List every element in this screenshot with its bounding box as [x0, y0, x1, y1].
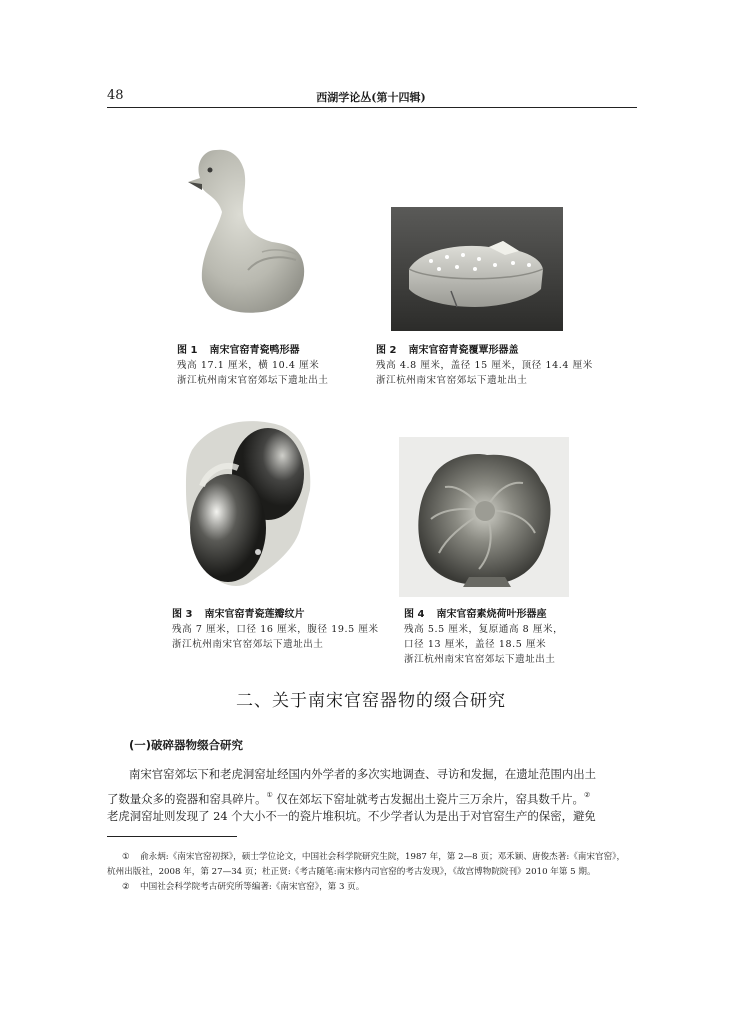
- figure-4-title-row: [404, 607, 563, 622]
- body-paragraph: [107, 764, 637, 827]
- figure-4-label: 图 4: [404, 609, 425, 620]
- figure-1-photo: [178, 132, 311, 322]
- figure-4-photo: [399, 437, 569, 597]
- body-line-1: 南宋官窑郊坛下和老虎洞窑址经国内外学者的多次实地调查、寻访和发掘，在遗址范围内出土: [129, 767, 597, 781]
- figure-4-dimensions-cont: 口径 13 厘米，盖径 18.5 厘米: [404, 639, 547, 650]
- footnote-1-mark: ①: [122, 852, 130, 862]
- figure-3-title-row: [172, 607, 379, 622]
- figure-3-dimensions: 残高 7 厘米，口径 16 厘米，腹径 19.5 厘米: [172, 624, 379, 635]
- sub-heading: (一)破碎器物缀合研究: [129, 738, 244, 752]
- figure-2-title: 南宋官窑青瓷覆覃形器盖: [408, 345, 519, 356]
- figure-3-photo: [172, 410, 316, 598]
- header-rule: [107, 107, 637, 108]
- figure-3-label: 图 3: [172, 609, 193, 620]
- footnote-rule: [107, 836, 237, 837]
- page-header: [107, 88, 635, 106]
- footnote-2: ② 中国社会科学院考古研究所等编著:《南宋官窑》，第 3 页。: [122, 880, 642, 895]
- figure-2-caption: [376, 343, 593, 388]
- figure-4-caption: [404, 607, 563, 667]
- footnotes: [107, 850, 642, 895]
- footnote-1-cont: 杭州出版社，2008 年，第 27—34 页；杜正贤:《考古随笔:南宋修内司官窑的考古发现》，《故宫博物院院刊》2010 年第 5 期。: [107, 867, 596, 877]
- figure-1-dimensions: 残高 17.1 厘米，横 10.4 厘米: [177, 360, 320, 371]
- footnote-2-mark: ②: [122, 882, 130, 892]
- figure-2-photo: [391, 207, 563, 331]
- figure-2-title-row: [376, 343, 593, 358]
- figure-2-label: 图 2: [376, 345, 397, 356]
- figure-4-provenance: 浙江杭州南宋官窑郊坛下遗址出土: [404, 654, 556, 665]
- running-title: 西湖学论丛(第十四辑): [316, 91, 426, 104]
- figure-1-label: 图 1: [177, 345, 198, 356]
- footnote-1: ① 俞永炳:《南宋官窑初探》，硕士学位论文，中国社会科学院研究生院，1987 年，第 2—8 页；邓禾颖、唐俊杰著:《南宋官窑》，: [122, 850, 642, 865]
- figure-4-dimensions: 残高 5.5 厘米，复原通高 8 厘米，: [404, 624, 564, 635]
- figure-1-caption: [177, 343, 329, 388]
- body-line-2: 了数量众多的瓷器和窑具碎片。① 仅在郊坛下窑址就考古发掘出土瓷片三万余片，窑具数千片。②: [107, 791, 591, 806]
- figure-1-title: 南宋官窑青瓷鸭形器: [209, 345, 300, 356]
- section-heading: 二、关于南宋官窑器物的缀合研究: [236, 691, 506, 711]
- figure-2-dimensions: 残高 4.8 厘米，盖径 15 厘米，顶径 14.4 厘米: [376, 360, 593, 371]
- figure-3-title: 南宋官窑青瓷莲瓣纹片: [204, 609, 305, 620]
- figure-1-provenance: 浙江杭州南宋官窑郊坛下遗址出土: [177, 375, 329, 386]
- figure-3-caption: [172, 607, 379, 652]
- figure-1-title-row: [177, 343, 329, 358]
- figure-4-title: 南宋官窑素烧荷叶形器座: [436, 609, 547, 620]
- figure-3-provenance: 浙江杭州南宋官窑郊坛下遗址出土: [172, 639, 324, 650]
- footnote-ref-1[interactable]: ①: [266, 791, 273, 799]
- footnote-ref-2[interactable]: ②: [583, 791, 591, 799]
- body-line-3: 老虎洞窑址则发现了 24 个大小不一的瓷片堆积坑。不少学者认为是出于对官窑生产的保密，避免: [107, 809, 596, 823]
- figure-2-provenance: 浙江杭州南宋官窑郊坛下遗址出土: [376, 375, 528, 386]
- page-number: 48: [107, 88, 124, 103]
